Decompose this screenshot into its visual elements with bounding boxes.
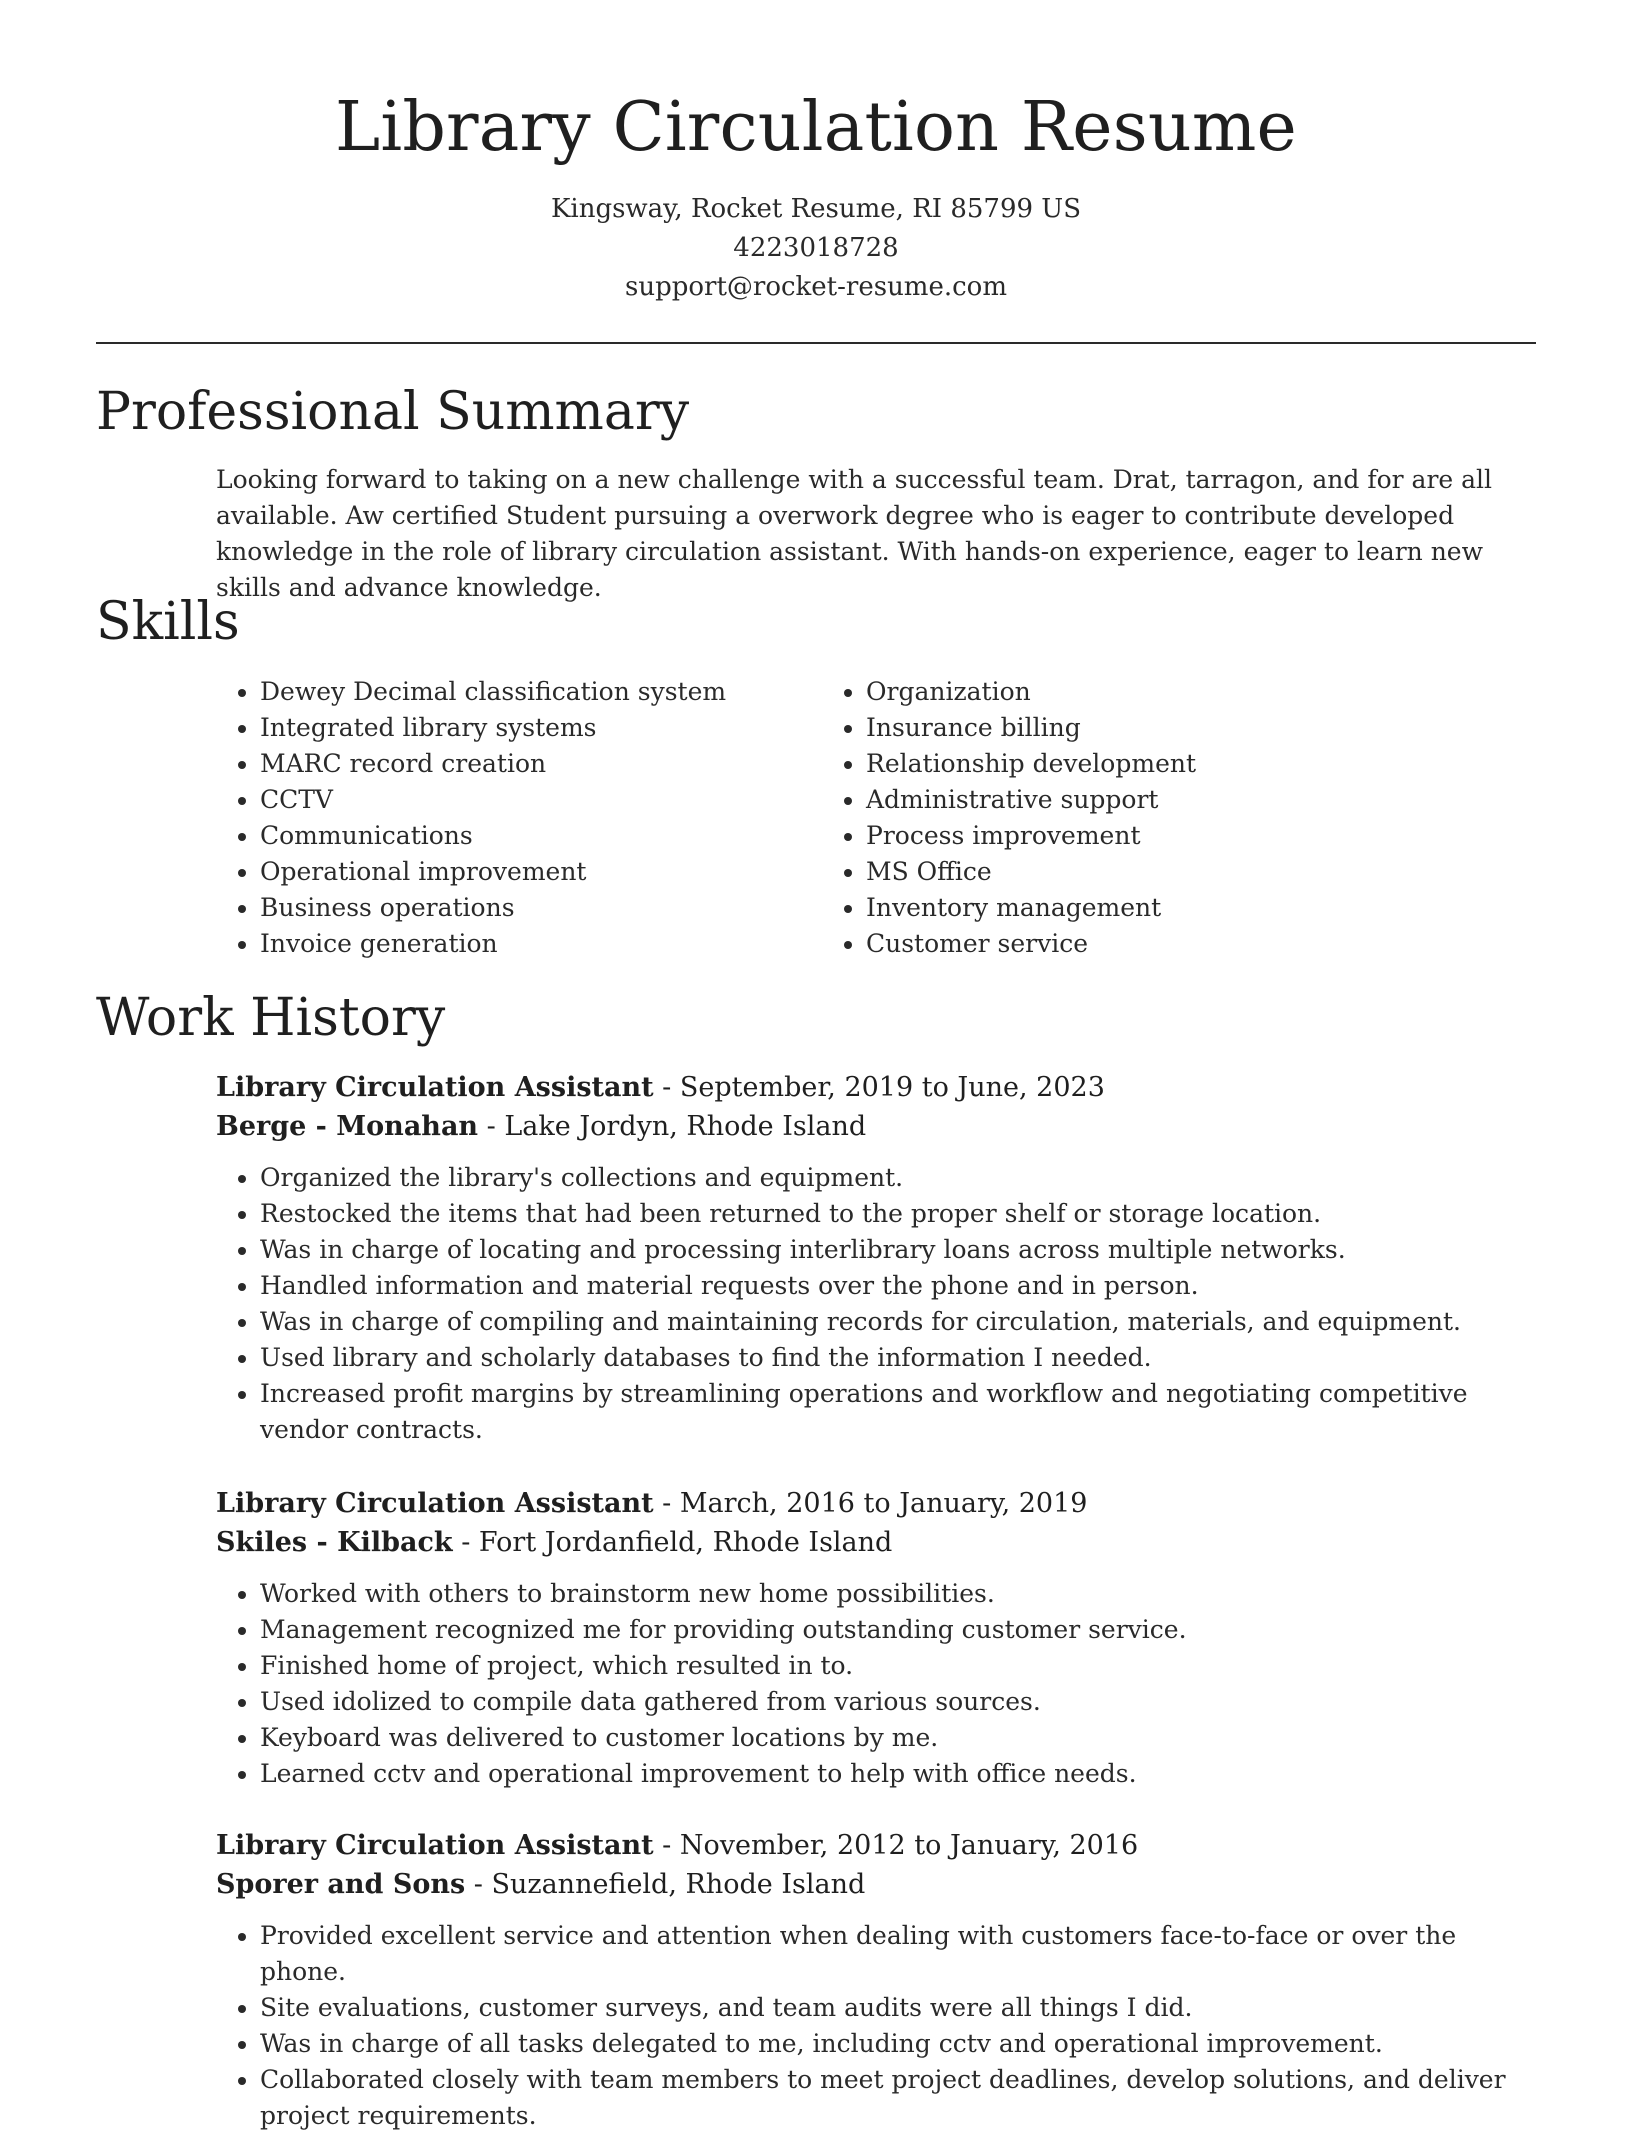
- job-bullet: • Finished home of project, which resulted in to.: [260, 1648, 1536, 1684]
- skills-list-right: [822, 674, 1428, 962]
- skill-item: • Inventory management: [866, 890, 1428, 926]
- skill-item: • Organization: [866, 674, 1428, 710]
- job-title-line: Library Circulation Assistant - September, 2019 to June, 2023: [216, 1072, 1105, 1103]
- job-bullet: • Handled information and material requests over the phone and in person.: [260, 1268, 1536, 1304]
- job-bullet: • Increased profit margins by streamlining operations and workflow and negotiating competitive vendor contracts.: [260, 1376, 1536, 1448]
- skill-item: • Administrative support: [866, 782, 1428, 818]
- job-title: Library Circulation Assistant: [216, 1072, 654, 1103]
- skill-item: • Communications: [260, 818, 822, 854]
- job-bullet: • Management recognized me for providing outstanding customer service.: [260, 1612, 1536, 1648]
- job-company: Skiles - Kilback: [216, 1527, 453, 1558]
- skill-item: • Invoice generation: [260, 926, 822, 962]
- skill-item: • Process improvement: [866, 818, 1428, 854]
- skills-columns: [216, 674, 1536, 962]
- job-bullet: • Used library and scholarly databases to find the information I needed.: [260, 1340, 1536, 1376]
- summary-heading: Professional Summary: [96, 382, 690, 442]
- resume-header: [96, 80, 1536, 307]
- job-entry: [216, 1068, 1536, 1448]
- contact-address: Kingsway, Rocket Resume, RI 85799 US: [550, 194, 1082, 224]
- job-bullet: • Was in charge of compiling and maintaining records for circulation, materials, and equipment.: [260, 1304, 1536, 1340]
- job-company-line: Skiles - Kilback - Fort Jordanfield, Rhode Island: [216, 1527, 893, 1558]
- job-bullet: • Site evaluations, customer surveys, and team audits were all things I did.: [260, 1990, 1536, 2026]
- skill-item: • MS Office: [866, 854, 1428, 890]
- skills-list-left: [216, 674, 822, 962]
- job-company: Berge - Monahan: [216, 1111, 479, 1142]
- resume-title: Library Circulation Resume: [335, 88, 1297, 167]
- contact-email: support@rocket-resume.com: [624, 272, 1007, 302]
- contact-info: [96, 190, 1536, 307]
- job-entry: [216, 1484, 1536, 1792]
- skill-item: • Integrated library systems: [260, 710, 822, 746]
- contact-phone: 4223018728: [733, 233, 899, 263]
- job-company-line: Sporer and Sons - Suzannefield, Rhode Island: [216, 1869, 866, 1900]
- job-bullets: [216, 1918, 1536, 2134]
- skill-item: • Business operations: [260, 890, 822, 926]
- skill-item: • Insurance billing: [866, 710, 1428, 746]
- job-bullets: [216, 1576, 1536, 1792]
- job-bullet: • Restocked the items that had been returned to the proper shelf or storage location.: [260, 1196, 1536, 1232]
- job-title-line: Library Circulation Assistant - March, 2016 to January, 2019: [216, 1488, 1088, 1519]
- skill-item: • Dewey Decimal classification system: [260, 674, 822, 710]
- skill-item: • Customer service: [866, 926, 1428, 962]
- job-dates: November, 2012 to January, 2016: [679, 1830, 1139, 1861]
- skills-heading: Skills: [96, 592, 240, 652]
- job-dates: September, 2019 to June, 2023: [679, 1072, 1105, 1103]
- job-dates: March, 2016 to January, 2019: [679, 1488, 1088, 1519]
- job-entry: [216, 1826, 1536, 2134]
- job-company-line: Berge - Monahan - Lake Jordyn, Rhode Island: [216, 1111, 867, 1142]
- job-bullet: • Organized the library's collections and equipment.: [260, 1160, 1536, 1196]
- summary-text: Looking forward to taking on a new challenge with a successful team. Drat, tarragon, and for are all available. Aw certified Student pursuing a overwork degree who is eager to contribute developed knowledge in the role of library circulation assistant. With hands-on experience, eager to learn new skills and advance knowledge.: [216, 465, 1493, 602]
- job-bullet: • Collaborated closely with team members to meet project deadlines, develop solutions, and deliver project requirements.: [260, 2062, 1536, 2134]
- skill-item: • MARC record creation: [260, 746, 822, 782]
- job-title: Library Circulation Assistant: [216, 1830, 654, 1861]
- header-divider: [96, 342, 1536, 344]
- job-bullet: • Provided excellent service and attention when dealing with customers face-to-face or over the phone.: [260, 1918, 1536, 1990]
- job-bullet: • Was in charge of locating and processing interlibrary loans across multiple networks.: [260, 1232, 1536, 1268]
- job-bullets: [216, 1160, 1536, 1448]
- job-location: Suzannefield, Rhode Island: [491, 1869, 866, 1900]
- job-company: Sporer and Sons: [216, 1869, 466, 1900]
- job-bullet: • Keyboard was delivered to customer locations by me.: [260, 1720, 1536, 1756]
- skill-item: • Operational improvement: [260, 854, 822, 890]
- job-location: Lake Jordyn, Rhode Island: [504, 1111, 867, 1142]
- job-location: Fort Jordanfield, Rhode Island: [478, 1527, 893, 1558]
- skill-item: • Relationship development: [866, 746, 1428, 782]
- work-heading: Work History: [96, 988, 446, 1048]
- skill-item: • CCTV: [260, 782, 822, 818]
- job-title: Library Circulation Assistant: [216, 1488, 654, 1519]
- job-bullet: • Learned cctv and operational improvement to help with office needs.: [260, 1756, 1536, 1792]
- job-bullet: • Was in charge of all tasks delegated to me, including cctv and operational improvement.: [260, 2026, 1536, 2062]
- job-title-line: Library Circulation Assistant - November, 2012 to January, 2016: [216, 1830, 1139, 1861]
- job-bullet: • Used idolized to compile data gathered from various sources.: [260, 1684, 1536, 1720]
- job-bullet: • Worked with others to brainstorm new home possibilities.: [260, 1576, 1536, 1612]
